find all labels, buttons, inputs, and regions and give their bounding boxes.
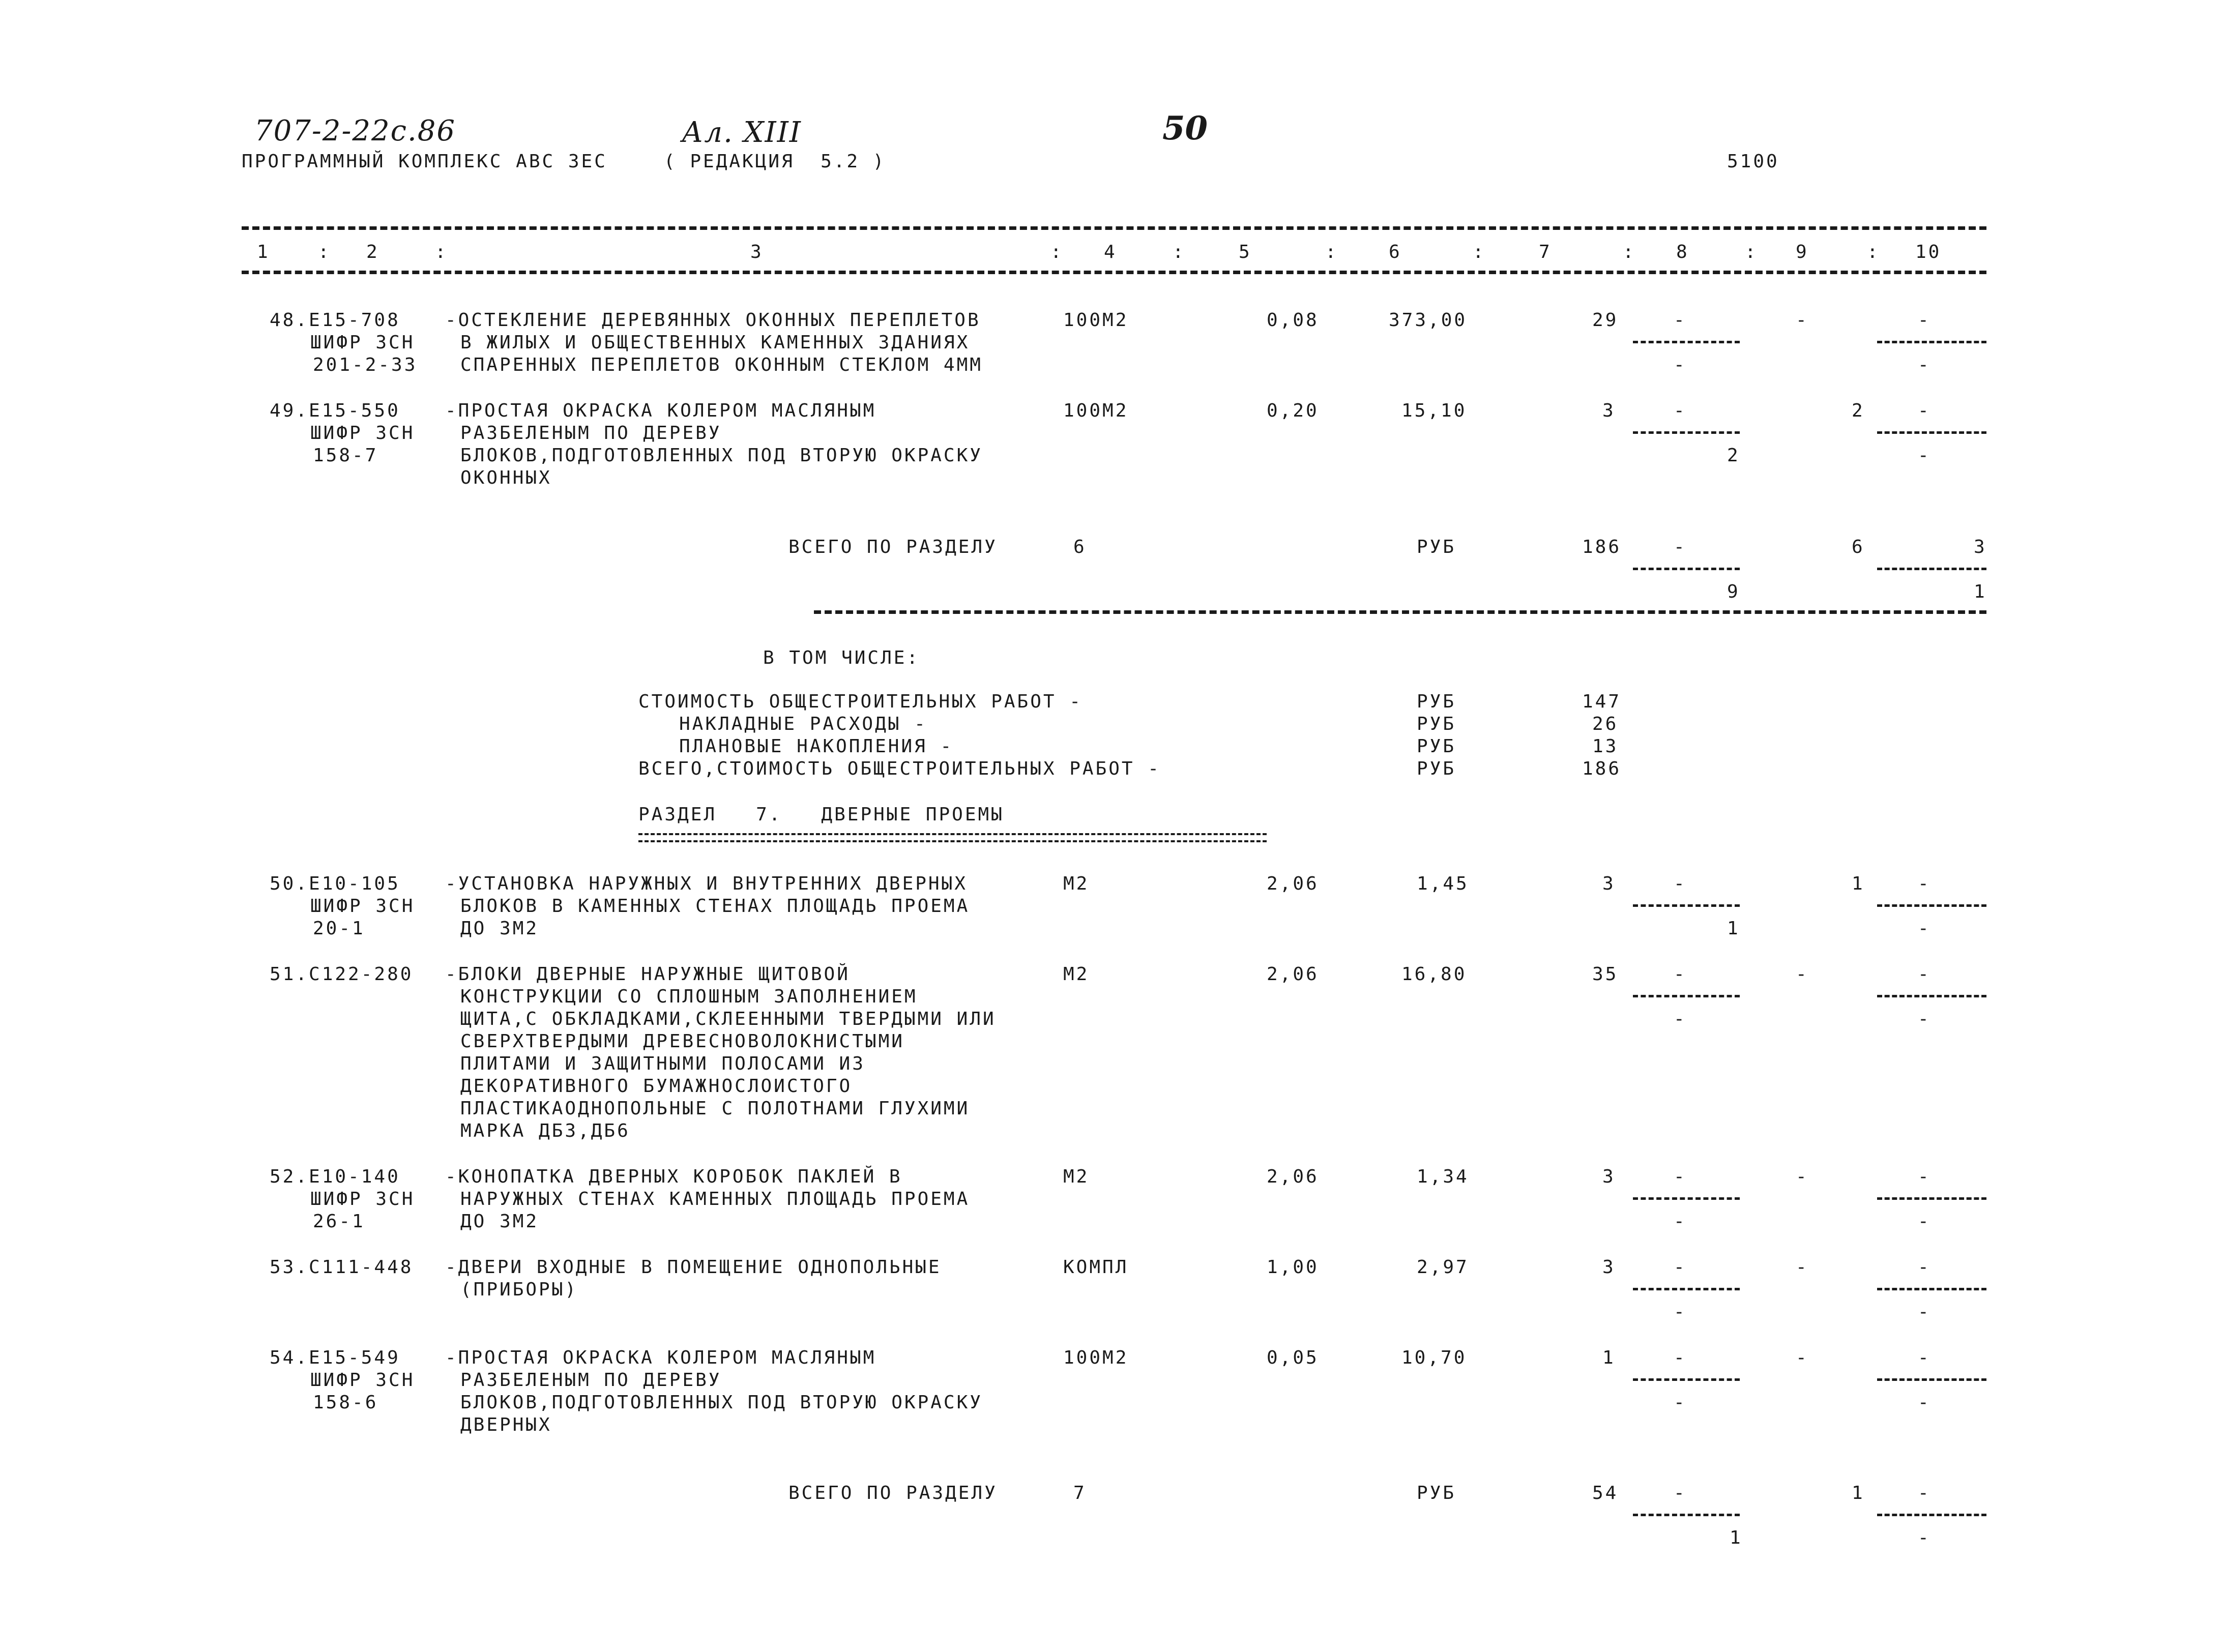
section-col9: 6 — [1852, 537, 1865, 557]
fraction-rule — [1633, 1288, 1740, 1290]
section-total-label: ВСЕГО ПО РАЗДЕЛУ — [788, 537, 998, 557]
item-number: 50.Е10-105 — [270, 873, 400, 894]
column-separator: : — [318, 242, 331, 262]
item-unit: 100М2 — [1063, 400, 1129, 421]
item-col8: - — [1674, 400, 1687, 421]
item-total: 3 — [1602, 873, 1616, 894]
item-number: 49.Е15-550 — [270, 400, 400, 421]
item-col8: - — [1674, 964, 1687, 985]
item-quantity: 2,06 — [1267, 873, 1319, 894]
section-col10: - — [1918, 1483, 1931, 1503]
section-col8: - — [1674, 1483, 1687, 1503]
column-header: 7 — [1539, 242, 1552, 262]
item-description: БЛОКОВ,ПОДГОТОВЛЕННЫХ ПОД ВТОРУЮ ОКРАСКУ — [460, 1392, 983, 1413]
item-unit: 100М2 — [1063, 1347, 1129, 1368]
item-quantity: 0,20 — [1267, 400, 1319, 421]
item-description: ДЕКОРАТИВНОГО БУМАЖНОСЛОИСТОГО — [460, 1076, 853, 1097]
item-code: 201-2-33 — [313, 355, 418, 375]
section-number: 6 — [1073, 537, 1087, 557]
fraction-rule — [1877, 1514, 1986, 1516]
item-description: В ЖИЛЫХ И ОБЩЕСТВЕННЫХ КАМЕННЫХ ЗДАНИЯХ — [460, 332, 970, 353]
item-code: ШИФР 3СН — [310, 423, 415, 444]
breakdown-label: ВСЕГО,СТОИМОСТЬ ОБЩЕСТРОИТЕЛЬНЫХ РАБОТ - — [638, 758, 1161, 779]
item-col10-lower: - — [1918, 1392, 1931, 1413]
item-unit: КОМПЛ — [1063, 1257, 1129, 1278]
item-col10-lower: - — [1918, 1302, 1931, 1322]
breakdown-unit: РУБ — [1417, 736, 1456, 757]
item-col9: - — [1796, 1166, 1809, 1187]
item-price: 1,34 — [1417, 1166, 1469, 1187]
item-total: 35 — [1592, 964, 1619, 985]
breakdown-label: НАКЛАДНЫЕ РАСХОДЫ - — [679, 714, 927, 734]
page-number: 50 — [1162, 109, 1208, 148]
document-code: 707-2-22с.86 — [254, 114, 456, 148]
fraction-rule — [1633, 1514, 1740, 1516]
item-col10-lower: - — [1918, 445, 1931, 466]
fraction-rule — [1633, 568, 1740, 570]
section-total-label: ВСЕГО ПО РАЗДЕЛУ — [788, 1483, 998, 1503]
section-col10-lower: 1 — [1974, 581, 1987, 602]
sheet-code: 5100 — [1727, 151, 1779, 172]
item-unit: М2 — [1063, 873, 1090, 894]
item-col9: - — [1796, 310, 1809, 331]
item-price: 15,10 — [1401, 400, 1467, 421]
item-description: ПЛАСТИКАОДНОПОЛЬНЫЕ С ПОЛОТНАМИ ГЛУХИМИ — [460, 1098, 970, 1119]
column-header: 10 — [1915, 242, 1942, 262]
item-price: 373,00 — [1389, 310, 1468, 331]
item-col8-lower: - — [1674, 1392, 1687, 1413]
header-bottom-rule — [242, 271, 1986, 274]
item-code: ШИФР 3СН — [310, 332, 415, 353]
column-separator: : — [1050, 242, 1064, 262]
column-header: 5 — [1239, 242, 1252, 262]
item-description: БЛОКОВ,ПОДГОТОВЛЕННЫХ ПОД ВТОРУЮ ОКРАСКУ — [460, 445, 983, 466]
section-heading: РАЗДЕЛ 7. ДВЕРНЫЕ ПРОЕМЫ — [638, 804, 1004, 825]
column-header: 1 — [257, 242, 270, 262]
item-col8-lower: 1 — [1727, 918, 1740, 939]
breakdown-unit: РУБ — [1417, 758, 1456, 779]
item-description: РАЗБЕЛЕНЫМ ПО ДЕРЕВУ — [460, 423, 722, 444]
item-col10: - — [1918, 1347, 1931, 1368]
item-description: МАРКА ДБ3,ДБ6 — [460, 1120, 630, 1141]
item-col10: - — [1918, 1257, 1931, 1278]
item-description: -ПРОСТАЯ ОКРАСКА КОЛЕРОМ МАСЛЯНЫМ — [445, 400, 876, 421]
item-description: СПАРЕННЫХ ПЕРЕПЛЕТОВ ОКОННЫМ СТЕКЛОМ 4ММ — [460, 355, 983, 375]
item-quantity: 0,08 — [1267, 310, 1319, 331]
item-unit: 100М2 — [1063, 310, 1129, 331]
item-total: 3 — [1602, 1166, 1616, 1187]
item-col9: 2 — [1852, 400, 1865, 421]
section-col8-lower: 1 — [1730, 1527, 1743, 1548]
column-separator: : — [1173, 242, 1186, 262]
column-separator: : — [1325, 242, 1338, 262]
item-code: 158-6 — [313, 1392, 378, 1413]
item-description: ДО 3М2 — [460, 1211, 539, 1232]
item-total: 3 — [1602, 400, 1616, 421]
fraction-rule — [1633, 1197, 1740, 1200]
section-col9: 1 — [1852, 1483, 1865, 1503]
item-quantity: 0,05 — [1267, 1347, 1319, 1368]
section-total-value: 54 — [1592, 1483, 1619, 1503]
including-title: В ТОМ ЧИСЛЕ: — [763, 647, 920, 668]
fraction-rule — [1877, 568, 1986, 570]
fraction-rule — [1633, 341, 1740, 343]
breakdown-unit: РУБ — [1417, 714, 1456, 734]
fraction-rule — [1877, 431, 1986, 434]
program-name: ПРОГРАММНЫЙ КОМПЛЕКС АВС 3ЕС — [242, 151, 607, 172]
breakdown-value: 26 — [1592, 714, 1619, 734]
fraction-rule — [1877, 995, 1986, 997]
breakdown-unit: РУБ — [1417, 691, 1456, 712]
breakdown-value: 186 — [1582, 758, 1622, 779]
item-price: 2,97 — [1417, 1257, 1469, 1278]
item-description: РАЗБЕЛЕНЫМ ПО ДЕРЕВУ — [460, 1370, 722, 1391]
item-col10-lower: - — [1918, 355, 1931, 375]
item-total: 1 — [1602, 1347, 1616, 1368]
item-col9: - — [1796, 1347, 1809, 1368]
item-col8: - — [1674, 873, 1687, 894]
section-number: 7 — [1073, 1483, 1087, 1503]
item-total: 29 — [1592, 310, 1619, 331]
fraction-rule — [1877, 1197, 1986, 1200]
item-description: ПЛИТАМИ И ЗАЩИТНЫМИ ПОЛОСАМИ ИЗ — [460, 1053, 865, 1074]
item-description: ОКОННЫХ — [460, 467, 552, 488]
section-total-value: 186 — [1582, 537, 1622, 557]
column-header: 4 — [1104, 242, 1117, 262]
item-code: 20-1 — [313, 918, 365, 939]
item-col9: - — [1796, 1257, 1809, 1278]
item-description: ДО 3М2 — [460, 918, 539, 939]
column-separator: : — [1473, 242, 1486, 262]
item-description: -ДВЕРИ ВХОДНЫЕ В ПОМЕЩЕНИЕ ОДНОПОЛЬНЫЕ — [445, 1257, 942, 1278]
item-col10: - — [1918, 964, 1931, 985]
item-price: 10,70 — [1401, 1347, 1467, 1368]
item-col10: - — [1918, 400, 1931, 421]
item-col8: - — [1674, 310, 1687, 331]
section-col8-lower: 9 — [1727, 581, 1740, 602]
item-col8-lower: - — [1674, 1302, 1687, 1322]
table-top-rule — [242, 226, 1986, 230]
item-col10-lower: - — [1918, 1009, 1931, 1029]
fraction-rule — [1633, 1378, 1740, 1381]
item-quantity: 2,06 — [1267, 1166, 1319, 1187]
column-separator: : — [435, 242, 448, 262]
breakdown-value: 147 — [1582, 691, 1622, 712]
fraction-rule — [1877, 904, 1986, 907]
fraction-rule — [1633, 431, 1740, 434]
item-col8-lower: - — [1674, 355, 1687, 375]
edition-label: ( РЕДАКЦИЯ 5.2 ) — [664, 151, 886, 172]
item-col10: - — [1918, 1166, 1931, 1187]
item-code: 158-7 — [313, 445, 378, 466]
item-number: 54.Е15-549 — [270, 1347, 400, 1368]
item-col10-lower: - — [1918, 1211, 1931, 1232]
item-quantity: 2,06 — [1267, 964, 1319, 985]
item-unit: М2 — [1063, 1166, 1090, 1187]
item-number: 52.Е10-140 — [270, 1166, 400, 1187]
album-number: Ал. XIII — [682, 116, 802, 149]
item-description: -УСТАНОВКА НАРУЖНЫХ И ВНУТРЕННИХ ДВЕРНЫХ — [445, 873, 968, 894]
column-separator: : — [1745, 242, 1758, 262]
item-col8-lower: - — [1674, 1211, 1687, 1232]
item-unit: М2 — [1063, 964, 1090, 985]
fraction-rule — [1877, 341, 1986, 343]
item-description: (ПРИБОРЫ) — [460, 1279, 578, 1300]
item-description: -ОСТЕКЛЕНИЕ ДЕРЕВЯННЫХ ОКОННЫХ ПЕРЕПЛЕТОВ — [445, 310, 981, 331]
item-number: 48.Е15-708 — [270, 310, 400, 331]
column-header: 9 — [1796, 242, 1809, 262]
currency-unit: РУБ — [1417, 1483, 1456, 1503]
item-col8: - — [1674, 1257, 1687, 1278]
breakdown-label: СТОИМОСТЬ ОБЩЕСТРОИТЕЛЬНЫХ РАБОТ - — [638, 691, 1083, 712]
section-heading-underline — [638, 833, 1267, 842]
item-description: КОНСТРУКЦИИ СО СПЛОШНЫМ ЗАПОЛНЕНИЕМ — [460, 986, 918, 1007]
section-col10: 3 — [1974, 537, 1987, 557]
item-col10: - — [1918, 310, 1931, 331]
column-header: 3 — [750, 242, 764, 262]
item-description: -КОНОПАТКА ДВЕРНЫХ КОРОБОК ПАКЛЕЙ В — [445, 1166, 902, 1187]
fraction-rule — [1877, 1378, 1986, 1381]
item-description: -ПРОСТАЯ ОКРАСКА КОЛЕРОМ МАСЛЯНЫМ — [445, 1347, 876, 1368]
fraction-rule — [1877, 1288, 1986, 1290]
section-col8: - — [1674, 537, 1687, 557]
item-col10-lower: - — [1918, 918, 1931, 939]
item-description: -БЛОКИ ДВЕРНЫЕ НАРУЖНЫЕ ЩИТОВОЙ — [445, 964, 850, 985]
item-quantity: 1,00 — [1267, 1257, 1319, 1278]
item-number: 53.С111-448 — [270, 1257, 414, 1278]
column-header: 6 — [1389, 242, 1402, 262]
item-col9: 1 — [1852, 873, 1865, 894]
section-col10-lower: - — [1918, 1527, 1931, 1548]
fraction-rule — [1633, 904, 1740, 907]
item-price: 16,80 — [1401, 964, 1467, 985]
section-end-rule — [814, 610, 1986, 614]
item-col8-lower: - — [1674, 1009, 1687, 1029]
fraction-rule — [1633, 995, 1740, 997]
item-description: БЛОКОВ В КАМЕННЫХ СТЕНАХ ПЛОЩАДЬ ПРОЕМА — [460, 896, 970, 917]
column-separator: : — [1623, 242, 1636, 262]
item-number: 51.С122-280 — [270, 964, 414, 985]
item-description: ДВЕРНЫХ — [460, 1414, 552, 1435]
item-code: 26-1 — [313, 1211, 365, 1232]
item-col9: - — [1796, 964, 1809, 985]
column-separator: : — [1867, 242, 1880, 262]
item-description: ЩИТА,С ОБКЛАДКАМИ,СКЛЕЕННЫМИ ТВЕРДЫМИ ИЛИ — [460, 1009, 996, 1029]
item-col8: - — [1674, 1347, 1687, 1368]
column-header: 8 — [1676, 242, 1689, 262]
item-description: СВЕРХТВЕРДЫМИ ДРЕВЕСНОВОЛОКНИСТЫМИ — [460, 1031, 904, 1052]
currency-unit: РУБ — [1417, 537, 1456, 557]
item-code: ШИФР 3СН — [310, 896, 415, 917]
column-header: 2 — [366, 242, 379, 262]
item-code: ШИФР 3СН — [310, 1189, 415, 1210]
breakdown-label: ПЛАНОВЫЕ НАКОПЛЕНИЯ - — [679, 736, 954, 757]
item-code: ШИФР 3СН — [310, 1370, 415, 1391]
item-col8: - — [1674, 1166, 1687, 1187]
breakdown-value: 13 — [1592, 736, 1619, 757]
item-col8-lower: 2 — [1727, 445, 1740, 466]
item-total: 3 — [1602, 1257, 1616, 1278]
item-col10: - — [1918, 873, 1931, 894]
item-description: НАРУЖНЫХ СТЕНАХ КАМЕННЫХ ПЛОЩАДЬ ПРОЕМА — [460, 1189, 970, 1210]
item-price: 1,45 — [1417, 873, 1469, 894]
